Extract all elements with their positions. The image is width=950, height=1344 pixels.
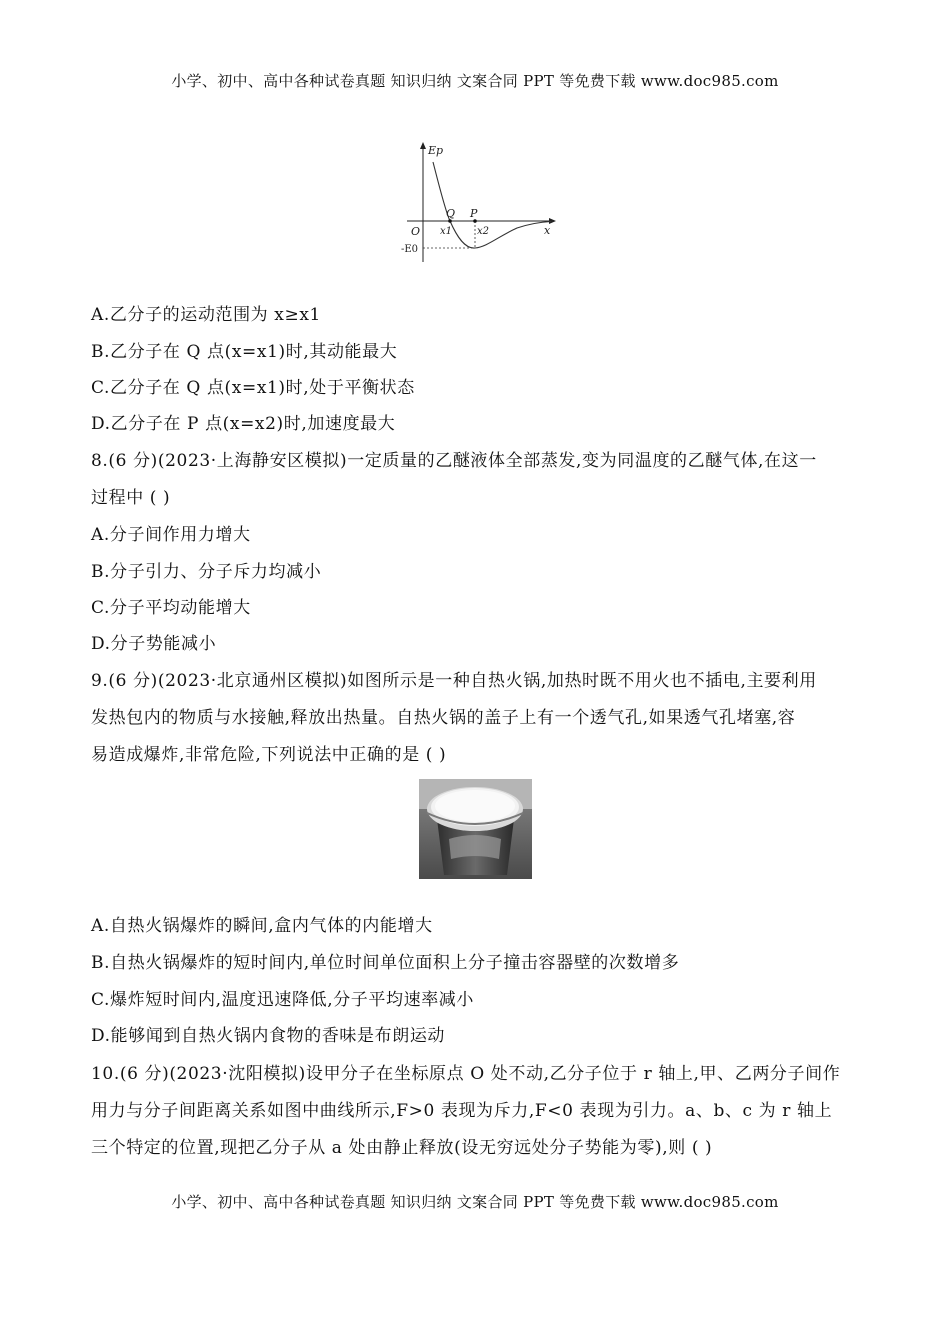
q8-option-a: A.分子间作用力增大: [91, 525, 251, 545]
q7-option-c: C.乙分子在 Q 点(x=x1)时,处于平衡状态: [91, 378, 415, 398]
potential-energy-graph: [395, 140, 560, 265]
q9-stem-line-3: 易造成爆炸,非常危险,下列说法中正确的是 ( ): [91, 745, 447, 765]
q8-stem-line-1: 8.(6 分)(2023·上海静安区模拟)一定质量的乙醚液体全部蒸发,变为同温度的乙醚气体,在这一: [91, 451, 817, 471]
q8-option-c: C.分子平均动能增大: [91, 598, 251, 618]
self-heating-hotpot-photo: [419, 779, 532, 879]
point-q-label: Q: [446, 207, 456, 220]
q10-stem-line-2: 用力与分子间距离关系如图中曲线所示,F>0 表现为斥力,F<0 表现为引力。a、b、c 为 r 轴上: [91, 1101, 833, 1121]
point-p-label: P: [470, 207, 478, 220]
q9-option-d: D.能够闻到自热火锅内食物的香味是布朗运动: [91, 1026, 446, 1046]
q9-option-a: A.自热火锅爆炸的瞬间,盒内气体的内能增大: [91, 916, 433, 936]
q7-option-b: B.乙分子在 Q 点(x=x1)时,其动能最大: [91, 342, 398, 362]
q7-option-a: A.乙分子的运动范围为 x≥x1: [91, 305, 321, 325]
q9-stem-line-1: 9.(6 分)(2023·北京通州区模拟)如图所示是一种自热火锅,加热时既不用火也不插电,主要利用: [91, 671, 817, 691]
q9-option-c: C.爆炸短时间内,温度迅速降低,分子平均速率减小: [91, 990, 475, 1010]
q8-option-d: D.分子势能减小: [91, 634, 217, 654]
neg-e0-label: -E0: [401, 244, 419, 255]
axis-y-label: Ep: [428, 144, 444, 157]
page-header: 小学、初中、高中各种试卷真题 知识归纳 文案合同 PPT 等免费下载 www.doc985.com: [171, 72, 779, 90]
q7-option-d: D.乙分子在 P 点(x=x2)时,加速度最大: [91, 414, 396, 434]
x1-label: x1: [440, 226, 453, 237]
origin-label: O: [411, 225, 421, 238]
q8-stem-line-2: 过程中 ( ): [91, 488, 171, 508]
q10-stem-line-3: 三个特定的位置,现把乙分子从 a 处由静止释放(设无穷远处分子势能为零),则 ( ): [91, 1138, 713, 1158]
axis-x-label: x: [544, 224, 551, 237]
page-footer: 小学、初中、高中各种试卷真题 知识归纳 文案合同 PPT 等免费下载 www.doc985.com: [171, 1193, 779, 1211]
y-axis-arrow: [420, 142, 426, 149]
q9-stem-line-2: 发热包内的物质与水接触,释放出热量。自热火锅的盖子上有一个透气孔,如果透气孔堵塞,容: [91, 708, 796, 728]
q8-option-b: B.分子引力、分子斥力均减小: [91, 562, 322, 582]
q10-stem-line-1: 10.(6 分)(2023·沈阳模拟)设甲分子在坐标原点 O 处不动,乙分子位于 r 轴上,甲、乙两分子间作: [91, 1064, 841, 1084]
q9-option-b: B.自热火锅爆炸的短时间内,单位时间单位面积上分子撞击容器壁的次数增多: [91, 953, 680, 973]
x2-label: x2: [477, 226, 490, 237]
